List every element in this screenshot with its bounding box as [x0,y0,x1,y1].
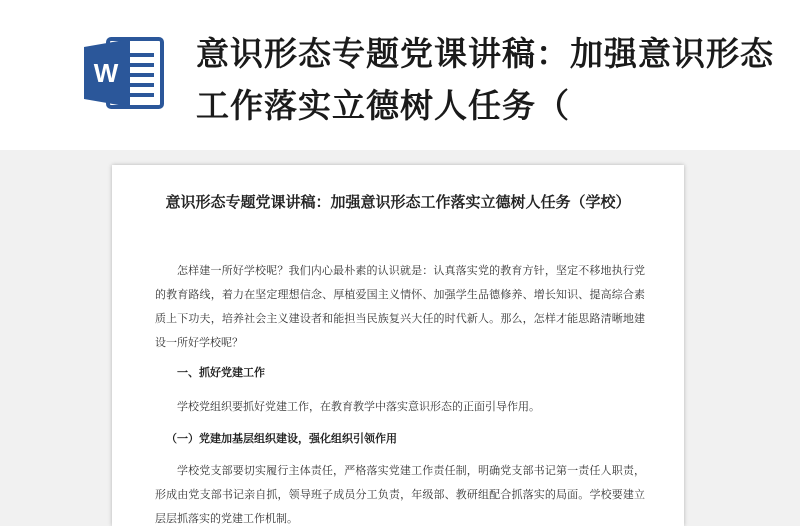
document-title: 意识形态专题党课讲稿：加强意识形态工作落实立德树人任务（ [196,34,774,125]
paragraph-section-1: 学校党组织要抓好党建工作，在教育教学中落实意识形态的正面引导作用。 [177,400,540,413]
word-icon-letter: W [93,58,119,88]
paragraph-intro: 怎样建一所好学校呢？我们内心最朴素的认识就是：认真落实党的教育方针，坚定不移地执行党的教育路线，着力在坚定理想信念、厚植爱国主义情怀、加强学生品德修养、增长知识、提高综合素质上下功夫，培养社会主义建设者和能担当民族复兴大任的时代新人。那么，怎样才能思路清晰地建设一所好学校呢？ [155,264,645,349]
paragraph-subsection-1: 学校党支部要切实履行主体责任，严格落实党建工作责任制，明确党支部书记第一责任人职责，形成由党支部书记亲自抓，领导班子成员分工负责，年级部、教研组配合抓落实的局面。学校要建立层层抓落实的党建工作机制。 [155,464,645,525]
subsection-heading-1: （一）党建加基层组织建设，强化组织引领作用 [166,432,397,445]
header-banner [0,0,800,150]
section-heading-1: 一、抓好党建工作 [177,366,265,379]
document-page [112,165,684,526]
word-icon [82,33,166,113]
page-title: 意识形态专题党课讲稿：加强意识形态工作落实立德树人任务（学校） [165,193,631,211]
